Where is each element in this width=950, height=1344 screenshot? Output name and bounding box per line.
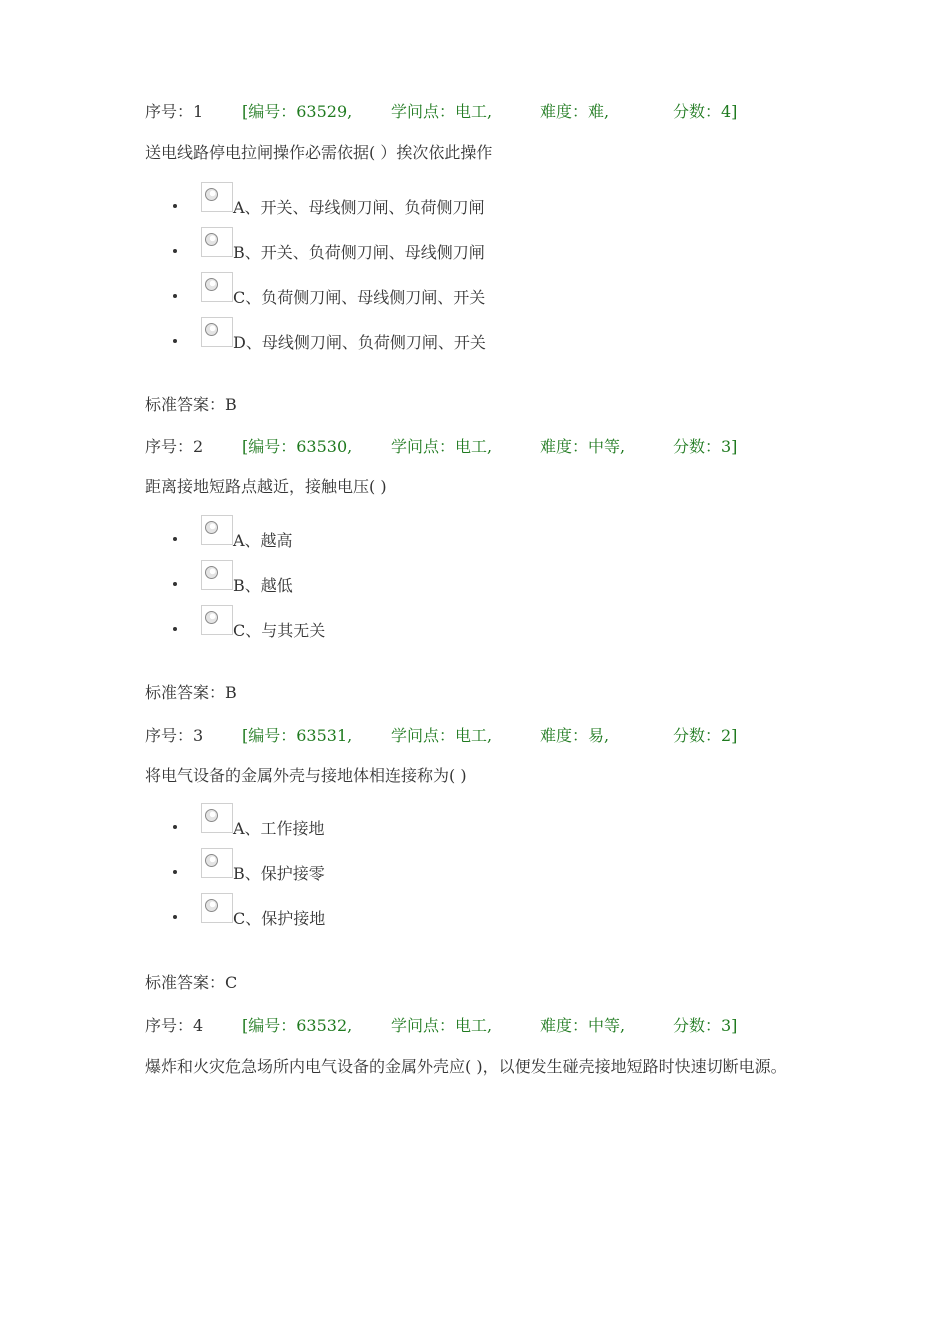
radio-box[interactable] bbox=[201, 227, 233, 257]
radio-box[interactable] bbox=[201, 272, 233, 302]
question-topic: 学问点：电工, bbox=[391, 726, 493, 745]
question-score: 分数：2] bbox=[673, 726, 738, 745]
radio-box[interactable] bbox=[201, 893, 233, 923]
question-difficulty: 难度：中等, bbox=[540, 437, 626, 456]
option-label: C、负荷侧刀闸、母线侧刀闸、开关 bbox=[233, 288, 486, 307]
option-c[interactable] bbox=[145, 605, 825, 650]
option-label: C、保护接地 bbox=[233, 909, 326, 928]
radio-box[interactable] bbox=[201, 605, 233, 635]
question-meta bbox=[145, 435, 825, 459]
option-b[interactable] bbox=[145, 227, 825, 272]
option-label: A、工作接地 bbox=[233, 819, 325, 838]
question-3 bbox=[145, 724, 825, 938]
bullet-icon bbox=[173, 627, 177, 631]
radio-box[interactable] bbox=[201, 515, 233, 545]
option-b[interactable] bbox=[145, 560, 825, 605]
option-label: C、与其无关 bbox=[233, 621, 326, 640]
radio-button-icon[interactable] bbox=[205, 521, 218, 534]
question-code: [编号：63532, bbox=[242, 1016, 353, 1035]
option-list bbox=[145, 515, 825, 650]
option-list bbox=[145, 803, 825, 938]
bullet-icon bbox=[173, 339, 177, 343]
question-meta bbox=[145, 724, 825, 748]
option-c[interactable] bbox=[145, 272, 825, 317]
bullet-icon bbox=[173, 825, 177, 829]
radio-box[interactable] bbox=[201, 182, 233, 212]
radio-box[interactable] bbox=[201, 560, 233, 590]
standard-answer-3: 标准答案：C bbox=[145, 973, 238, 992]
bullet-icon bbox=[173, 537, 177, 541]
question-text: 爆炸和火灾危急场所内电气设备的金属外壳应( )，以便发生碰壳接地短路时快速切断电源。 bbox=[145, 1057, 787, 1076]
radio-button-icon[interactable] bbox=[205, 566, 218, 579]
radio-button-icon[interactable] bbox=[205, 809, 218, 822]
question-code: [编号：63531, bbox=[242, 726, 353, 745]
radio-box[interactable] bbox=[201, 803, 233, 833]
question-code: [编号：63530, bbox=[242, 437, 353, 456]
question-number: 序号：1 bbox=[145, 102, 204, 121]
radio-button-icon[interactable] bbox=[205, 233, 218, 246]
option-label: D、母线侧刀闸、负荷侧刀闸、开关 bbox=[233, 333, 486, 352]
bullet-icon bbox=[173, 204, 177, 208]
option-label: B、开关、负荷侧刀闸、母线侧刀闸 bbox=[233, 243, 485, 262]
question-code: [编号：63529, bbox=[242, 102, 353, 121]
radio-button-icon[interactable] bbox=[205, 611, 218, 624]
question-number: 序号：2 bbox=[145, 437, 204, 456]
option-c[interactable] bbox=[145, 893, 825, 938]
question-text: 送电线路停电拉闸操作必需依据( ）挨次依此操作 bbox=[145, 143, 493, 162]
question-1 bbox=[145, 100, 825, 362]
question-4 bbox=[145, 1014, 825, 1078]
question-score: 分数：4] bbox=[673, 102, 738, 121]
option-a[interactable] bbox=[145, 182, 825, 227]
standard-answer-2: 标准答案：B bbox=[145, 683, 237, 702]
question-difficulty: 难度：难, bbox=[540, 102, 610, 121]
question-2 bbox=[145, 435, 825, 650]
question-meta bbox=[145, 100, 825, 124]
radio-box[interactable] bbox=[201, 317, 233, 347]
question-meta bbox=[145, 1014, 825, 1038]
radio-button-icon[interactable] bbox=[205, 278, 218, 291]
question-text: 将电气设备的金属外壳与接地体相连接称为( ) bbox=[145, 766, 467, 785]
question-difficulty: 难度：易, bbox=[540, 726, 610, 745]
question-topic: 学问点：电工, bbox=[391, 1016, 493, 1035]
question-score: 分数：3] bbox=[673, 437, 738, 456]
radio-button-icon[interactable] bbox=[205, 323, 218, 336]
radio-button-icon[interactable] bbox=[205, 899, 218, 912]
question-number: 序号：3 bbox=[145, 726, 204, 745]
option-label: A、开关、母线侧刀闸、负荷侧刀闸 bbox=[233, 198, 485, 217]
option-list bbox=[145, 182, 825, 362]
question-topic: 学问点：电工, bbox=[391, 102, 493, 121]
radio-button-icon[interactable] bbox=[205, 854, 218, 867]
option-d[interactable] bbox=[145, 317, 825, 362]
standard-answer-1: 标准答案：B bbox=[145, 395, 237, 414]
option-label: A、越高 bbox=[233, 531, 293, 550]
radio-button-icon[interactable] bbox=[205, 188, 218, 201]
question-score: 分数：3] bbox=[673, 1016, 738, 1035]
option-label: B、保护接零 bbox=[233, 864, 325, 883]
radio-box[interactable] bbox=[201, 848, 233, 878]
option-b[interactable] bbox=[145, 848, 825, 893]
bullet-icon bbox=[173, 870, 177, 874]
bullet-icon bbox=[173, 915, 177, 919]
bullet-icon bbox=[173, 582, 177, 586]
bullet-icon bbox=[173, 249, 177, 253]
option-a[interactable] bbox=[145, 803, 825, 848]
question-number: 序号：4 bbox=[145, 1016, 204, 1035]
question-difficulty: 难度：中等, bbox=[540, 1016, 626, 1035]
option-label: B、越低 bbox=[233, 576, 293, 595]
option-a[interactable] bbox=[145, 515, 825, 560]
question-text: 距离接地短路点越近，接触电压( ) bbox=[145, 477, 387, 496]
question-topic: 学问点：电工, bbox=[391, 437, 493, 456]
bullet-icon bbox=[173, 294, 177, 298]
